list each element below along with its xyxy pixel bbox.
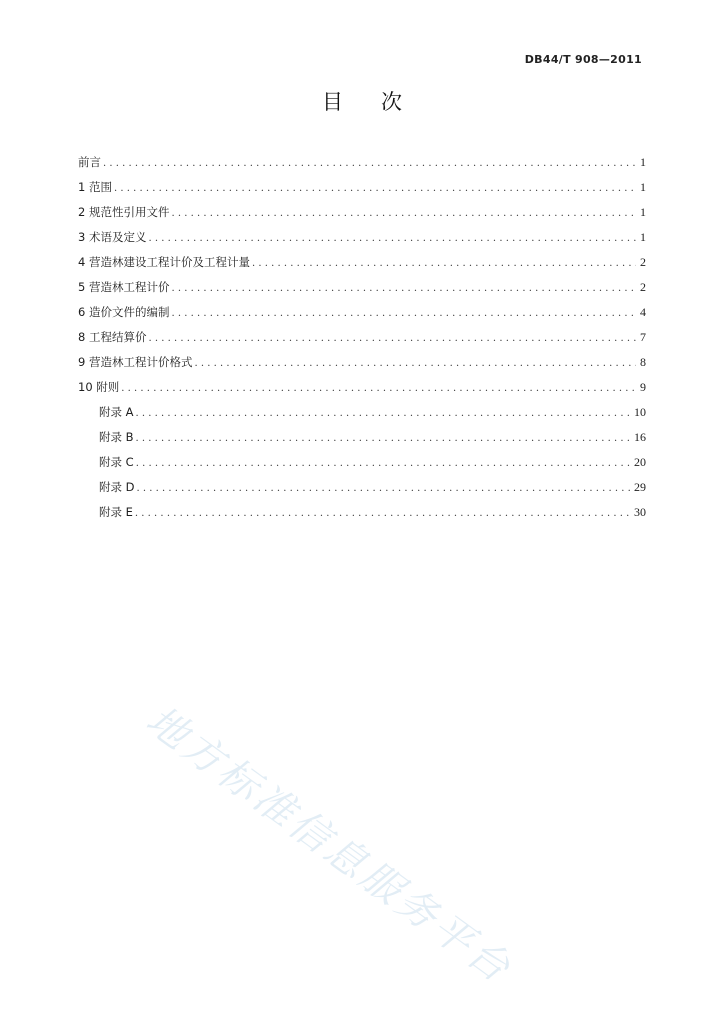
document-code: DB44/T 908—2011 <box>524 53 642 66</box>
toc-entry[interactable] <box>78 454 646 479</box>
page-title: 目次 <box>322 90 440 114</box>
toc-dot-leader <box>148 233 636 244</box>
toc-dot-leader <box>148 333 636 344</box>
toc-entry[interactable] <box>78 154 646 179</box>
toc-entry-label: 3 术语及定义 <box>78 230 147 244</box>
toc-entry-label: 6 造价文件的编制 <box>78 305 170 319</box>
toc-entry[interactable] <box>78 429 646 454</box>
toc-dot-leader <box>121 383 636 394</box>
toc-entry-label: 前言 <box>78 155 101 169</box>
toc-entry-page: 1 <box>640 180 646 194</box>
toc-dot-leader <box>114 183 636 194</box>
toc-entry-label: 4 营造林建设工程计价及工程计量 <box>78 255 250 269</box>
toc-entry[interactable] <box>78 279 646 304</box>
toc-entry-label: 1 范围 <box>78 180 112 194</box>
toc-entry-label: 附录 A <box>99 405 134 419</box>
toc-dot-leader <box>135 508 632 519</box>
toc-entry[interactable] <box>78 254 646 279</box>
toc-dot-leader <box>171 208 636 219</box>
toc-entry[interactable] <box>78 404 646 429</box>
watermark: 地方标准信息服务平台 <box>137 697 521 994</box>
toc-entry-page: 20 <box>634 455 646 469</box>
toc-entry-label: 附录 B <box>99 430 134 444</box>
toc-entry-label: 2 规范性引用文件 <box>78 205 170 219</box>
toc-dot-leader <box>137 483 632 494</box>
toc-entry[interactable] <box>78 204 646 229</box>
toc-entry[interactable] <box>78 504 646 529</box>
toc-entry-page: 1 <box>640 205 646 219</box>
toc-dot-leader <box>171 308 636 319</box>
toc-entry[interactable] <box>78 304 646 329</box>
toc-entry-label: 附录 E <box>99 505 133 519</box>
toc-entry-page: 2 <box>640 255 646 269</box>
toc-entry-label: 8 工程结算价 <box>78 330 147 344</box>
toc-dot-leader <box>136 408 632 419</box>
toc-entry-label: 10 附则 <box>78 380 120 394</box>
toc-dot-leader <box>252 258 636 269</box>
toc-entry[interactable] <box>78 329 646 354</box>
toc-entry[interactable] <box>78 229 646 254</box>
toc-entry[interactable] <box>78 379 646 404</box>
toc-entry[interactable] <box>78 179 646 204</box>
toc-entry-page: 16 <box>634 430 646 444</box>
toc-entry-label: 5 营造林工程计价 <box>78 280 170 294</box>
toc-entry-label: 9 营造林工程计价格式 <box>78 355 193 369</box>
toc-entry-label: 附录 D <box>99 480 135 494</box>
toc-entry-page: 2 <box>640 280 646 294</box>
toc-entry-page: 9 <box>640 380 646 394</box>
toc-entry[interactable] <box>78 354 646 379</box>
toc-entry-page: 10 <box>634 405 646 419</box>
toc-entry-page: 1 <box>640 155 646 169</box>
toc-entry-page: 8 <box>640 355 646 369</box>
toc-dot-leader <box>136 458 632 469</box>
toc-dot-leader <box>103 158 636 169</box>
toc-dot-leader <box>194 358 636 369</box>
toc-dot-leader <box>136 433 632 444</box>
toc-entry-label: 附录 C <box>99 455 134 469</box>
toc-entry-page: 7 <box>640 330 646 344</box>
toc-entry-page: 1 <box>640 230 646 244</box>
toc-entry-page: 30 <box>634 505 646 519</box>
toc-entry[interactable] <box>78 479 646 504</box>
toc-entry-page: 4 <box>640 305 646 319</box>
toc-dot-leader <box>171 283 636 294</box>
toc-entry-page: 29 <box>634 480 646 494</box>
table-of-contents <box>78 154 646 529</box>
